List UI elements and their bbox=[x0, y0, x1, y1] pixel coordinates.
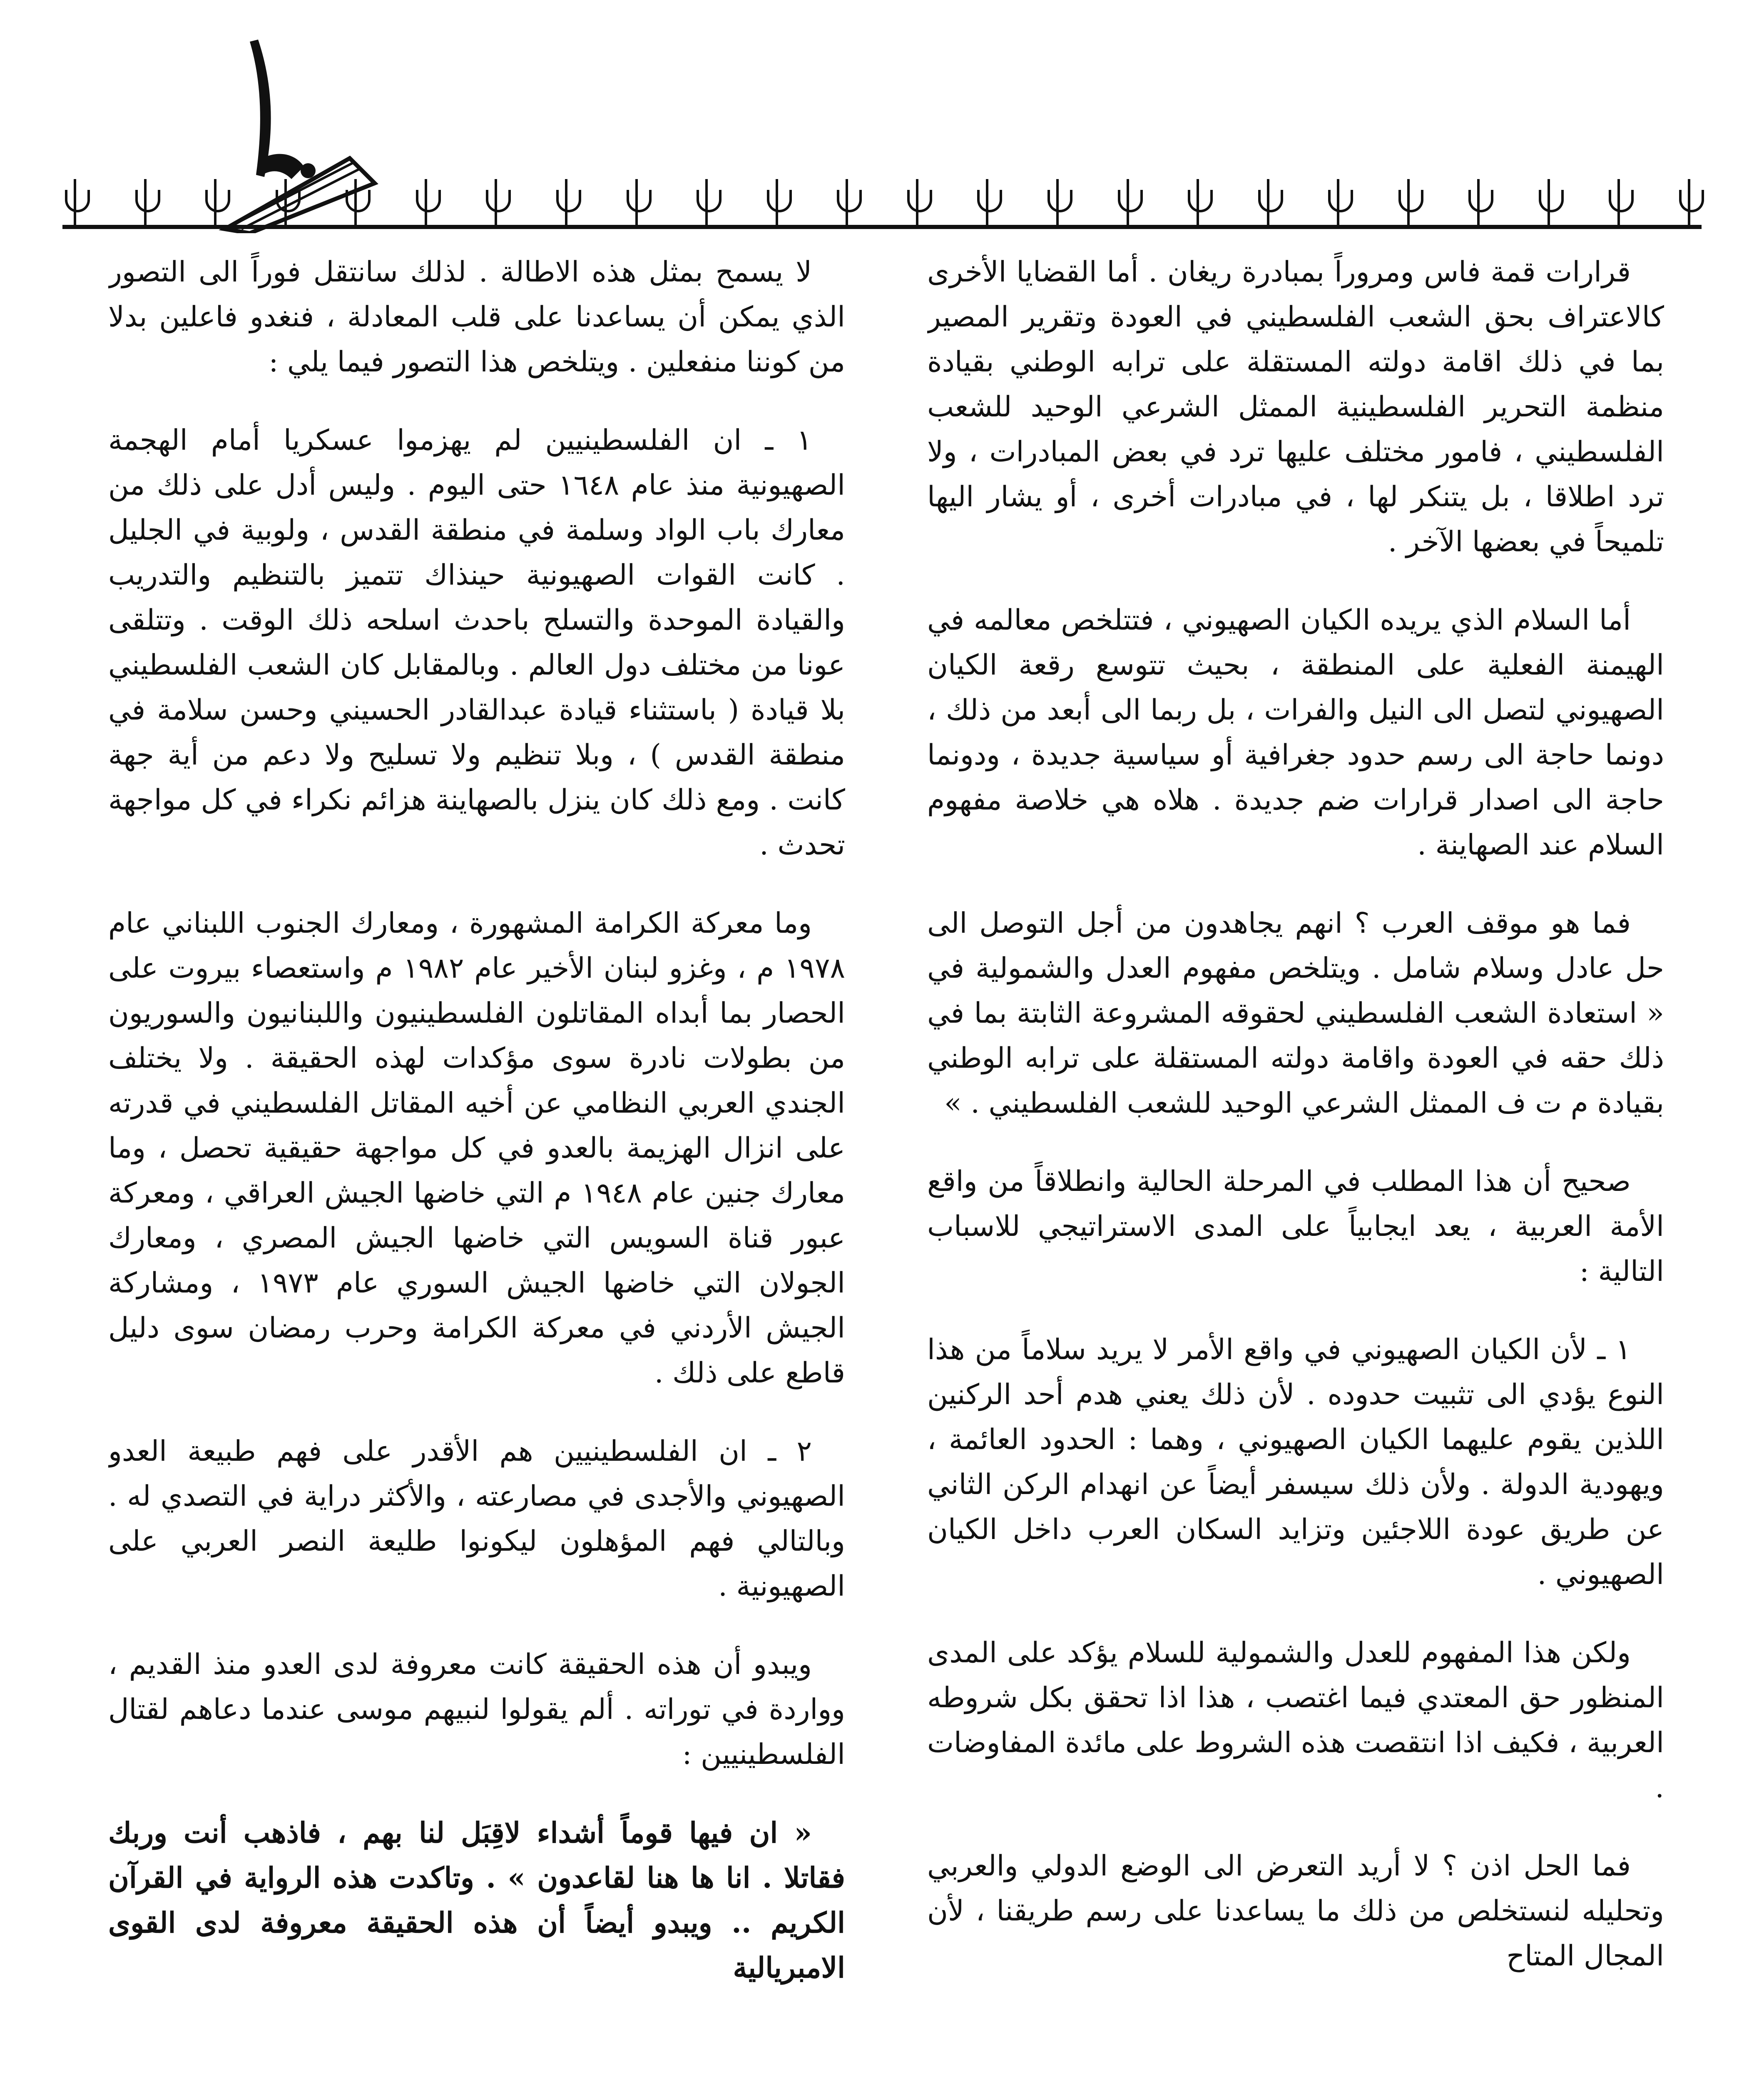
sprig-ornament bbox=[203, 175, 228, 225]
sprig-ornament bbox=[1466, 175, 1491, 225]
paragraph: فما الحل اذن ؟ لا أريد التعرض الى الوضع الدولي والعربي وتحليله لنستخلص من ذلك ما يساعدنا على رسم طريقنا ، لأن المجال المتاح bbox=[927, 1850, 1664, 1972]
sprig-ornament bbox=[764, 175, 789, 225]
sprig-ornament bbox=[1606, 175, 1631, 225]
paragraph: أما السلام الذي يريده الكيان الصهيوني ، فتتلخص معالمه في الهيمنة الفعلية على المنطقة ، بحيث تتوسع رقعة الكيان الصهيوني لتصل الى النيل والفرات ، بل ربما الى أبعد من ذلك ، دونما حاجة الى رسم حدود جغرافية أو سياسية جديدة ، ودونما حاجة الى اصدار قرارات ضم جديدة . هلاه هي خلاصة مفهوم السلام عند الصهاينة . bbox=[927, 604, 1664, 862]
paragraph: ١ ـ ان الفلسطينيين لم يهزموا عسكريا أمام الهجمة الصهيونية منذ عام ١٦٤٨ حتى اليوم . وليس أدل على ذلك من معارك باب الواد وسلمة في منطقة القدس ، ولوبية في الجليل . كانت القوات الصهيونية حينذاك تتميز بالتنظيم والتدريب والقيادة الموحدة والتسلح باحدث اسلحه ذلك الوقت . وتتلقى عونا من مختلف دول العالم . وبالمقابل كان الشعب الفلسطيني بلا قيادة ( باستثناء قيادة عبدالقادر الحسيني وحسن سلامة في منطقة القدس ) ، وبلا تنظيم ولا تسليح ولا دعم من أية جهة كانت . ومع ذلك كان ينزل بالصهاينة هزائم نكراء في كل مواجهة تحدث . bbox=[108, 424, 845, 862]
paragraph: ولكن هذا المفهوم للعدل والشمولية للسلام يؤكد على المدى المنظور حق المعتدي فيما اغتصب ، هذا اذا تحقق بكل شروطه العربية ، فكيف اذا انتقصت هذه الشروط على مائدة المفاوضات . bbox=[927, 1636, 1664, 1804]
paragraph: صحيح أن هذا المطلب في المرحلة الحالية وانطلاقاً من واقع الأمة العربية ، يعد ايجابياً على المدى الاستراتيجي للاسباب التالية : bbox=[927, 1165, 1664, 1288]
left-column bbox=[108, 250, 845, 2082]
sprig-ornament bbox=[1677, 175, 1702, 225]
quote-paragraph: « ان فيها قوماً أشداء لاقِبَل لنا بهم ، فاذهب أنت وربك فقاتلا . انا ها هنا لقاعدون » . وتاكدت هذه الرواية في القرآن الكريم .. ويبدو أيضاً أن هذه الحقيقة معروفة لدى القوى الامبريالية bbox=[108, 1816, 845, 1985]
sprig-ornament bbox=[1115, 175, 1140, 225]
sprig-ornament bbox=[1326, 175, 1351, 225]
sprig-ornament bbox=[1045, 175, 1070, 225]
sprig-ornament bbox=[975, 175, 1000, 225]
ornament-border bbox=[62, 167, 1702, 229]
sprig-ornament bbox=[1396, 175, 1421, 225]
sprig-ornament bbox=[483, 175, 508, 225]
paragraph: وما معركة الكرامة المشهورة ، ومعارك الجنوب اللبناني عام ١٩٧٨ م ، وغزو لبنان الأخير عام ١٩٨٢ م واستعصاء بيروت على الحصار بما أبداه المقاتلون الفلسطينيون واللبنانيون والسوريون من بطولات نادرة سوى مؤكدات لهذه الحقيقة . ولا يختلف الجندي العربي النظامي عن أخيه المقاتل الفلسطيني في قدرته على انزال الهزيمة بالعدو في كل مواجهة حقيقية تحصل ، وما معارك جنين عام ١٩٤٨ م التي خاضها الجيش العراقي ، ومعركة عبور قناة السويس التي خاضها الجيش المصري ، ومعارك الجولان التي خاضها الجيش السوري عام ١٩٧٣ ، ومشاركة الجيش الأردني في معركة الكرامة وحرب رمضان سوى دليل قاطع على ذلك . bbox=[108, 907, 845, 1390]
article-body bbox=[108, 250, 1664, 2082]
paragraph: ١ ـ لأن الكيان الصهيوني في واقع الأمر لا يريد سلاماً من هذا النوع يؤدي الى تثبيت حدوده . لأن ذلك يعني هدم أحد الركنين اللذين يقوم عليهما الكيان الصهيوني ، وهما : الحدود العائمة ، ويهودية الدولة . ولأن ذلك سيسفر أيضاً عن انهدام الركن الثاني عن طريق عودة اللاجئين وتزايد السكان العرب داخل الكيان الصهيوني . bbox=[927, 1333, 1664, 1591]
sprig-ornament bbox=[1256, 175, 1281, 225]
paragraph: ٢ ـ ان الفلسطينيين هم الأقدر على فهم طبيعة العدو الصهيوني والأجدى في مصارعته ، والأكثر دراية في التصدي له . وبالتالي فهم المؤهلون ليكونوا طليعة النصر العربي على الصهيونية . bbox=[108, 1435, 845, 1603]
page-header bbox=[62, 33, 1702, 225]
sprig-ornament bbox=[62, 175, 87, 225]
sprig-ornament bbox=[273, 175, 298, 225]
sprig-ornament bbox=[834, 175, 859, 225]
paragraph: ويبدو أن هذه الحقيقة كانت معروفة لدى العدو منذ القديم ، وواردة في توراته . ألم يقولوا لنبيهم موسى عندما دعاهم لقتال الفلسطينيين : bbox=[108, 1648, 845, 1771]
paragraph: قرارات قمة فاس ومروراً بمبادرة ريغان . أما القضايا الأخرى كالاعتراف بحق الشعب الفلسطيني في العودة وتقرير المصير بما في ذلك اقامة دولته المستقلة على ترابه الوطني بقيادة منظمة التحرير الفلسطينية الممثل الشرعي الوحيد للشعب الفلسطيني ، فامور مختلف عليها ترد في بعض المبادرات ، ولا ترد اطلاقا ، بل يتنكر لها ، في مبادرات أخرى ، أو يشار اليها تلميحاً في بعضها الآخر . bbox=[927, 256, 1664, 558]
sprig-ornament bbox=[694, 175, 719, 225]
right-column bbox=[927, 250, 1664, 2082]
sprig-ornament bbox=[624, 175, 649, 225]
sprig-ornament bbox=[554, 175, 579, 225]
sprig-ornament bbox=[133, 175, 158, 225]
paragraph: فما هو موقف العرب ؟ انهم يجاهدون من أجل التوصل الى حل عادل وسلام شامل . ويتلخص مفهوم العدل والشمولية في « استعادة الشعب الفلسطيني لحقوقه المشروعة الثابتة بما في ذلك حقه في العودة واقامة دولته المستقلة على ترابه الوطني بقيادة م ت ف الممثل الشرعي الوحيد للشعب الفلسطيني . » bbox=[927, 907, 1664, 1120]
paragraph: لا يسمح بمثل هذه الاطالة . لذلك سانتقل فوراً الى التصور الذي يمكن أن يساعدنا على قلب المعادلة ، فنغدو فاعلين بدلا من كوننا منفعلين . ويتلخص هذا التصور فيما يلي : bbox=[108, 256, 845, 379]
sprig-ornament bbox=[413, 175, 438, 225]
sprig-ornament bbox=[343, 175, 368, 225]
sprig-ornament bbox=[1185, 175, 1210, 225]
sprig-ornament bbox=[1536, 175, 1561, 225]
sprig-ornament bbox=[905, 175, 930, 225]
